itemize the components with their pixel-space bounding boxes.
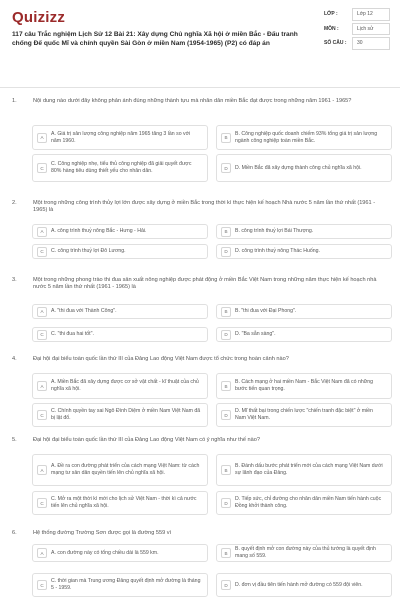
option-text: B. "thi đua với Đại Phong". bbox=[235, 308, 297, 315]
answer-option[interactable] bbox=[216, 403, 392, 427]
answer-option[interactable] bbox=[32, 125, 208, 150]
answer-option[interactable] bbox=[32, 403, 208, 427]
option-letter: A bbox=[37, 548, 47, 558]
option-text: A. "thi đua với Thành Công". bbox=[51, 308, 117, 315]
answer-option[interactable] bbox=[216, 327, 392, 342]
question-count-value: 30 bbox=[352, 37, 390, 50]
option-text: A. con đường này có tổng chiều dài là 559 km. bbox=[51, 549, 159, 556]
option-text: B. Cách mạng ở hai miền Nam - Bắc Việt Nam đã có những bước tiến quan trọng. bbox=[235, 379, 373, 392]
answer-option[interactable] bbox=[216, 244, 392, 259]
answer-option[interactable] bbox=[32, 244, 208, 259]
option-letter: C bbox=[37, 498, 47, 508]
worksheet-meta bbox=[324, 8, 392, 52]
answer-option[interactable] bbox=[216, 224, 392, 239]
answer-option[interactable] bbox=[32, 573, 208, 597]
option-letter: C bbox=[37, 247, 47, 257]
question-number: 3. bbox=[12, 277, 17, 283]
option-letter: B bbox=[221, 227, 231, 237]
option-letter: C bbox=[37, 163, 47, 173]
answer-option[interactable] bbox=[216, 125, 392, 150]
option-letter: A bbox=[37, 133, 47, 143]
option-text: C. Chính quyền tay sai Ngô Đình Diệm ở miền Nam Việt Nam đã bị lật đổ. bbox=[51, 408, 201, 421]
option-letter: D bbox=[221, 163, 231, 173]
option-letter: C bbox=[37, 580, 47, 590]
option-text: A. Đề ra con đường phát triển của cách mạng Việt Nam: từ cách mạng tư sản dân quyền tiến lên chủ nghĩa xã hội. bbox=[51, 463, 200, 476]
option-text: D. Tiếp sức, chỉ đường cho nhân dân miền Nam tiến hành cuộc Đồng khởi thành công. bbox=[235, 496, 382, 509]
answer-option[interactable] bbox=[216, 373, 392, 399]
answer-option[interactable] bbox=[32, 304, 208, 319]
question-text: Một trong những phong trào thi đua sản xuất nông nghiệp được phát động ở miền Bắc Việt Nam trong những năm thực hiện kế hoạch nhà nước 5 năm lần thứ nhất (1961 - 1965) là bbox=[33, 277, 377, 291]
quizizz-logo: Quizizz bbox=[12, 9, 66, 26]
option-text: A. Giá trị sản lượng công nghiệp năm 1965 tăng 3 lần so với năm 1960. bbox=[51, 130, 191, 144]
option-letter: B bbox=[221, 133, 231, 143]
question-count-label: SỐ CÂU : bbox=[324, 40, 347, 46]
answer-option[interactable] bbox=[216, 454, 392, 486]
question-number: 4. bbox=[12, 356, 17, 362]
answer-option[interactable] bbox=[32, 327, 208, 342]
subject-label: MÔN : bbox=[324, 25, 339, 32]
question-text: Hệ thống đường Trường Sơn được gọi là đường 559 vì bbox=[33, 530, 172, 536]
option-letter: D bbox=[221, 330, 231, 340]
question-number: 2. bbox=[12, 200, 17, 206]
question-number: 1. bbox=[12, 98, 17, 104]
question-text: Nội dung nào dưới đây không phản ánh đúng những thành tựu mà nhân dân miền Bắc đạt được trong những năm 1961 - 1965? bbox=[33, 98, 352, 104]
option-letter: C bbox=[37, 330, 47, 340]
option-letter: B bbox=[221, 307, 231, 317]
option-letter: B bbox=[221, 381, 231, 391]
option-letter: D bbox=[221, 580, 231, 590]
answer-option[interactable] bbox=[32, 491, 208, 515]
worksheet-header bbox=[0, 0, 400, 88]
option-text: A. công trình thuỷ nông Bắc - Hưng - Hải. bbox=[51, 228, 147, 235]
class-value: Lớp 12 bbox=[352, 8, 390, 21]
worksheet-title: 117 câu Trắc nghiệm Lịch Sử 12 Bài 21: Xây dựng Chủ nghĩa Xã hội ở miền Bắc - Đấu tranh chống Đế quốc Mĩ và chính quyền Sài Gòn ở miền Nam (1954-1965) (P2) có đáp án bbox=[12, 31, 298, 47]
option-text: D. "Ba sẵn sàng". bbox=[235, 331, 276, 338]
option-text: C. Công nghiệp nhẹ, tiểu thủ công nghiệp đã giải quyết được 80% hàng tiêu dùng thiết yếu cho nhân dân. bbox=[51, 161, 192, 174]
option-text: D. công trình thuỷ nông Thác Huống. bbox=[235, 248, 320, 255]
question-text: Một trong những công trình thủy lợi lớn được xây dựng ở miền Bắc trong thời kì thực hiện kế hoạch Nhà nước 5 năm lần thứ nhất (1961 - 1965) là bbox=[33, 200, 376, 214]
option-letter: B bbox=[221, 465, 231, 475]
option-text: C. thời gian mà Trung ương Đảng quyết định mở đường là tháng 5 - 1959. bbox=[51, 578, 201, 591]
option-letter: A bbox=[37, 381, 47, 391]
option-letter: C bbox=[37, 410, 47, 420]
option-letter: D bbox=[221, 410, 231, 420]
option-letter: D bbox=[221, 247, 231, 257]
answer-option[interactable] bbox=[216, 544, 392, 562]
answer-option[interactable] bbox=[32, 154, 208, 182]
option-text: D. Mĩ thất bại trong chiến lược "chiến tranh đặc biệt" ở miền Nam Việt Nam. bbox=[235, 408, 373, 421]
option-text: C. Mở ra một thời kì mới cho lịch sử Việt Nam - thời kì cả nước tiến lên chủ nghĩa xã hội. bbox=[51, 496, 197, 509]
option-text: B. Công nghiệp quốc doanh chiếm 93% tổng giá trị sản lượng ngành công nghiệp toàn miền Bắc. bbox=[235, 130, 378, 144]
option-text: B. công trình thuỷ lợi Bái Thượng. bbox=[235, 228, 314, 235]
option-text: B. quyết định mở con đường này của thủ tướng là quyết định mang số 559. bbox=[235, 546, 376, 559]
option-text: C. công trình thuỷ lợi Đô Lương. bbox=[51, 248, 126, 255]
answer-option[interactable] bbox=[216, 491, 392, 515]
answer-option[interactable] bbox=[216, 573, 392, 597]
option-text: C. "thi đua hai tốt". bbox=[51, 331, 94, 338]
option-text: D. đơn vị đầu tiên tiến hành mở đường có 559 đội viên. bbox=[235, 581, 363, 588]
answer-option[interactable] bbox=[32, 224, 208, 239]
option-text: B. Đánh dấu bước phát triển mới của cách mạng Việt Nam dưới sự lãnh đạo của Đảng. bbox=[235, 463, 383, 476]
option-letter: D bbox=[221, 498, 231, 508]
class-label: LỚP : bbox=[324, 11, 338, 17]
subject-value: Lịch sử bbox=[352, 23, 390, 36]
answer-option[interactable] bbox=[216, 304, 392, 319]
question-number: 6. bbox=[12, 530, 17, 536]
question-text: Đại hội đại biểu toàn quốc lần thứ III của Đảng Lao động Việt Nam được tổ chức trong hoàn cảnh nào? bbox=[33, 356, 289, 362]
question-number: 5. bbox=[12, 437, 17, 443]
option-letter: B bbox=[221, 548, 231, 558]
option-letter: A bbox=[37, 465, 47, 475]
answer-option[interactable] bbox=[216, 154, 392, 182]
option-text: A. Miền Bắc đã xây dựng được cơ sở vật chất - kĩ thuật của chủ nghĩa xã hội. bbox=[51, 379, 199, 392]
option-text: D. Miền Bắc đã xây dựng thành công chủ nghĩa xã hội. bbox=[235, 164, 362, 171]
answer-option[interactable] bbox=[32, 544, 208, 562]
question-text: Đại hội đại biểu toàn quốc lần thứ III của Đảng Lao động Việt Nam có ý nghĩa như thế nào? bbox=[33, 437, 260, 443]
option-letter: A bbox=[37, 227, 47, 237]
answer-option[interactable] bbox=[32, 373, 208, 399]
option-letter: A bbox=[37, 307, 47, 317]
answer-option[interactable] bbox=[32, 454, 208, 486]
